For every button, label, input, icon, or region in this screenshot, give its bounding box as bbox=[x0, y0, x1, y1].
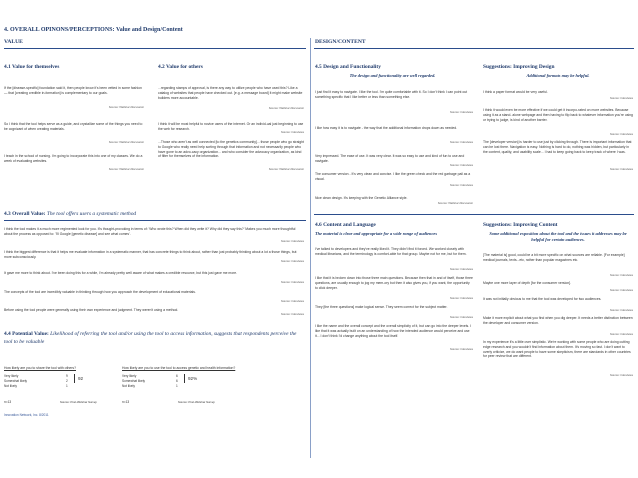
subhead-suggestions-content: Some additional exposition about the tool and the issues it addresses may be helpful for certain audiences. bbox=[489, 231, 627, 242]
quote-4-5-c: Very impressed. The ease of use. It was very clear. It was so easy to use and kind of fun to use and navigate. bbox=[315, 154, 465, 163]
source-4-2-a: Source: Webinar Discussion bbox=[268, 106, 304, 110]
survey-1-percent: 92 bbox=[78, 376, 84, 381]
source-4-6-b: Source: Interviews bbox=[449, 296, 473, 300]
value-rule bbox=[4, 48, 306, 49]
source-sugg1-c: Source: Interviews bbox=[609, 167, 633, 171]
heading-4-4-label: 4.4 Potential Value: bbox=[4, 331, 49, 337]
survey-1-row-very: Very likely bbox=[4, 374, 19, 378]
source-sugg2-b: Source: Interviews bbox=[609, 288, 633, 292]
source-4-3-d: Source: Interviews bbox=[280, 299, 304, 303]
value-label: VALUE bbox=[4, 39, 23, 45]
heading-suggestions-design: Suggestions: Improving Design bbox=[483, 64, 555, 70]
design-content-label: DESIGN/CONTENT bbox=[315, 39, 366, 45]
survey-2-row-not: Not likely bbox=[122, 384, 135, 388]
survey-1-val-very: 9 bbox=[66, 374, 68, 378]
page-title-main: 4. OVERALL OPINONS/PERCEPTIONS: bbox=[4, 27, 115, 33]
survey-1-question: How likely are you to share the tool with others? bbox=[4, 366, 76, 370]
survey-2-question: How likely are you to use the tool to access genetic and health information? bbox=[122, 366, 236, 370]
page-title bbox=[4, 27, 304, 33]
source-4-2-b: Source: Interviews bbox=[280, 130, 304, 134]
survey-1-val-not: 1 bbox=[66, 384, 68, 388]
subhead-4-5: The design and functionality are well regarded. bbox=[349, 73, 436, 78]
quote-sugg2-e: In my experience it's a little over simplistic. We're working with some people who are doing cutting edge research and you wouldn't find information about them. It's moving so fast. I don't want to overly criticize, we do want people to have some skepticism, there are standards in other countries for peer review that are different. bbox=[483, 340, 631, 359]
subhead-4-6: The material is clear and appropriate for a wide range of audiences bbox=[315, 231, 438, 236]
quote-4-3-d: The concepts of the tool are incredibly valuable in thinking through how you approach the development of educational materials. bbox=[4, 290, 196, 294]
heading-4-4 bbox=[4, 330, 304, 346]
heading-4-6: 4.6 Content and Language bbox=[315, 222, 376, 228]
survey-1-source: Source: Post-Webinar Survey bbox=[60, 400, 97, 404]
heading-4-3 bbox=[4, 211, 136, 217]
quote-4-5-e: Nice clean design. It's keeping with the Genetic Alliance style. bbox=[315, 196, 408, 200]
quote-sugg2-d: Make it more explicit about what you find when you dig deeper. It needs a better distinction between the developer and consumer version. bbox=[483, 316, 633, 325]
quote-4-3-a: I think the tool makes it a much more regimented look for you. It's thought-provoking in terms of: 'Who wrote this? When did they write it? Why did they say this?' Makes you much more thoughtful about the process as opposed to: 'I'll Google [genetic disease] and see what comes'. bbox=[4, 227, 296, 236]
quote-sugg1-b: I think it would even be more effective if we could get it incorpo-rated on more websites. Because using it as a stand- alone webpage and then having to flip back to whatever information you're using or trying to judge, is kind of another barrier. bbox=[483, 108, 633, 122]
heading-4-1: 4.1 Value for themselves bbox=[4, 64, 60, 70]
quote-4-6-b: I like that it is broken down into those three main questions. Because then that in and of itself, those three questions, are usually enough to jog my mem-ory but then it also gives you, if you want, the opportunity to click deeper. bbox=[315, 276, 473, 290]
survey-2-val-somewhat: 6 bbox=[176, 379, 178, 383]
quote-sugg1-a: I think a paper format would be very useful. bbox=[483, 90, 548, 94]
quote-4-1-b: So I think that the tool helps serve as a guide, and crystallize some of the things you need to be cognizant of when creating materials. bbox=[4, 122, 143, 131]
source-4-5-c: Source: Interviews bbox=[449, 163, 473, 167]
quote-sugg2-a: [The material is] good, could be a bit more specific on what sources are reliable. [For example] medical journals, texts...etc, rather than popular magazines etc. bbox=[483, 253, 625, 262]
quote-4-6-d: I like the name and the overall concept and the overall simplicity of it, but can go into the deeper levels. I like that it was actually built on an understanding of how the intended audience would perceive and use it... I don't think I'd change anything about the tool itself. bbox=[315, 324, 472, 338]
heading-4-4-sub: Likelihood of referring the tool and/or using the tool to access information, suggests that respondents perceive the tool to be valuable bbox=[4, 331, 297, 345]
source-4-5-e: Source: Webinar Discussion bbox=[437, 201, 473, 205]
quote-4-6-c: They [the three questions] make logical sense. They seem correct for the subject matter. bbox=[315, 305, 448, 309]
quote-4-5-d: The consumer version - It's very clean and concise. I like the green check and the red garbage pail as a visual. bbox=[315, 172, 471, 181]
source-4-2-c: Source: Webinar Discussion bbox=[268, 167, 304, 171]
survey-2-row-very: Very likely bbox=[122, 374, 137, 378]
quote-4-3-b: I think the biggest difference is that it helps me evaluate information in a systematic manner, that has concrete things to think about, rather than just probably thinking about a lot a those things, but more subconsciously. bbox=[4, 250, 297, 259]
source-4-1-c: Source: Webinar Discussion bbox=[108, 167, 144, 171]
survey-2-n: n=13 bbox=[122, 400, 130, 404]
footer: Innovation Network, Inc. 8/2011 bbox=[4, 413, 49, 417]
source-sugg1-a: Source: Interviews bbox=[609, 96, 633, 100]
heading-suggestions-content: Suggestions: Improving Content bbox=[483, 222, 558, 228]
column-divider bbox=[310, 38, 311, 458]
survey-1-val-somewhat: 2 bbox=[66, 379, 68, 383]
source-4-5-b: Source: Interviews bbox=[449, 140, 473, 144]
page-title-sub: Value and Design/Content bbox=[115, 27, 183, 33]
source-4-6-d: Source: Interviews bbox=[449, 347, 473, 351]
survey-2-val-not: 1 bbox=[176, 384, 178, 388]
quote-4-3-c: It gave me more to think about. I've been doing this for a while, I'm already pretty well aware of what makes a credible resource, but this just gave me more. bbox=[4, 271, 238, 275]
heading-4-3-sub: The tool offers users a systematic method bbox=[46, 211, 137, 217]
source-4-6-a: Source: Interviews bbox=[449, 267, 473, 271]
quote-4-1-a: If the [disease-specific] foundation said it, then people know it's been vetted in some fashion— that [creating credible in-formation] is complementary to our goals. bbox=[4, 86, 142, 95]
rule-4-6 bbox=[314, 214, 634, 215]
survey-2-bracket bbox=[182, 374, 185, 383]
source-4-3-a: Source: Interviews bbox=[280, 239, 304, 243]
survey-2-row-somewhat: Somewhat likely bbox=[122, 379, 146, 383]
survey-1-row-somewhat: Somewhat likely bbox=[4, 379, 28, 383]
quote-4-2-a: ...regarding stamps of approval, is there any way to utilize people who have used this? Like a catalog of websites that people have checked out. [e.g. a message board] It might make website builders more accountable. bbox=[158, 86, 303, 100]
source-sugg2-e: Source: Interviews bbox=[609, 373, 633, 377]
quote-sugg2-c: It was not initially obvious to me that the tool was developed for two audiences. bbox=[483, 297, 602, 301]
design-rule bbox=[314, 48, 634, 49]
source-4-3-e: Source: Interviews bbox=[280, 312, 304, 316]
quote-sugg1-c: The [developer version] is harder to use just by clicking through. There is important information that can be lost there. Navigation is easy. Nothing is hard to do, nothing was hidden, but particularly in the content, quality, and usability scale... I had to keep going back to keep track of where I was. bbox=[483, 140, 632, 154]
quote-4-2-b: I think it will be most helpful to novice users of the internet. Or an individ-ual just beginning to use the web for research. bbox=[158, 122, 304, 131]
survey-2-val-very: 6 bbox=[176, 374, 178, 378]
quote-4-3-e: Before using the tool people were generally using their own experience and judgment. They weren't using a method. bbox=[4, 308, 179, 312]
heading-4-3-label: 4.3 Overall Value: bbox=[4, 211, 46, 217]
quote-4-5-b: I like how easy it is to navigate - the way that the additional information drops down as needed. bbox=[315, 126, 458, 130]
source-4-5-a: Source: Interviews bbox=[449, 110, 473, 114]
rule-4-3 bbox=[4, 220, 306, 221]
quote-4-2-c: ...Those who aren't as well connected [to the genetics community]... those people who go straight to Google who really need help sorting through that information and not necessarily people who have gone to an advo-cacy organization... and who consider the advocacy organization, as kind of filter for themselves of the information. bbox=[158, 140, 304, 159]
quote-4-6-a: I've talked to developers and they've really liked it. They didn't find it forced. We worked closely with medical librarians, and the terminology is comfort-able for that group. Maybe not for me, but for them. bbox=[315, 247, 467, 256]
source-sugg1-b: Source: Interviews bbox=[609, 132, 633, 136]
source-4-3-b: Source: Interviews bbox=[280, 259, 304, 263]
survey-2-percent: 92% bbox=[188, 376, 198, 381]
quote-4-5-a: I just find it easy to navigate. I like the tool. I'm quite comfortable with it. So I don't think I can point out something specific that I like better or less than something else. bbox=[315, 90, 468, 99]
heading-4-5: 4.5 Design and Functionality bbox=[315, 64, 381, 70]
heading-4-2: 4.2 Value for others bbox=[158, 64, 203, 70]
survey-1-row-not: Not likely bbox=[4, 384, 17, 388]
source-sugg2-d: Source: Interviews bbox=[609, 332, 633, 336]
subhead-suggestions-design: Additional formats may be helpful. bbox=[526, 73, 590, 78]
survey-2-source: Source: Post-Webinar Survey bbox=[178, 400, 215, 404]
source-sugg2-c: Source: Interviews bbox=[609, 308, 633, 312]
quote-4-1-c: I teach in the school of nursing. I'm going to incorporate this into one of my classes. We do a week of evaluating websites. bbox=[4, 154, 143, 163]
source-4-5-d: Source: Interviews bbox=[449, 183, 473, 187]
survey-1-n: n=13 bbox=[4, 400, 12, 404]
source-sugg2-a: Source: Interviews bbox=[609, 273, 633, 277]
source-4-6-c: Source: Interviews bbox=[449, 315, 473, 319]
source-4-3-c: Source: Interviews bbox=[280, 280, 304, 284]
source-4-1-b: Source: Webinar Discussion bbox=[108, 140, 144, 144]
quote-sugg2-b: Maybe one more layer of depth [for the consumer version]. bbox=[483, 281, 572, 285]
survey-1-bracket bbox=[72, 374, 75, 383]
source-4-1-a: Source: Webinar Discussion bbox=[108, 105, 144, 109]
